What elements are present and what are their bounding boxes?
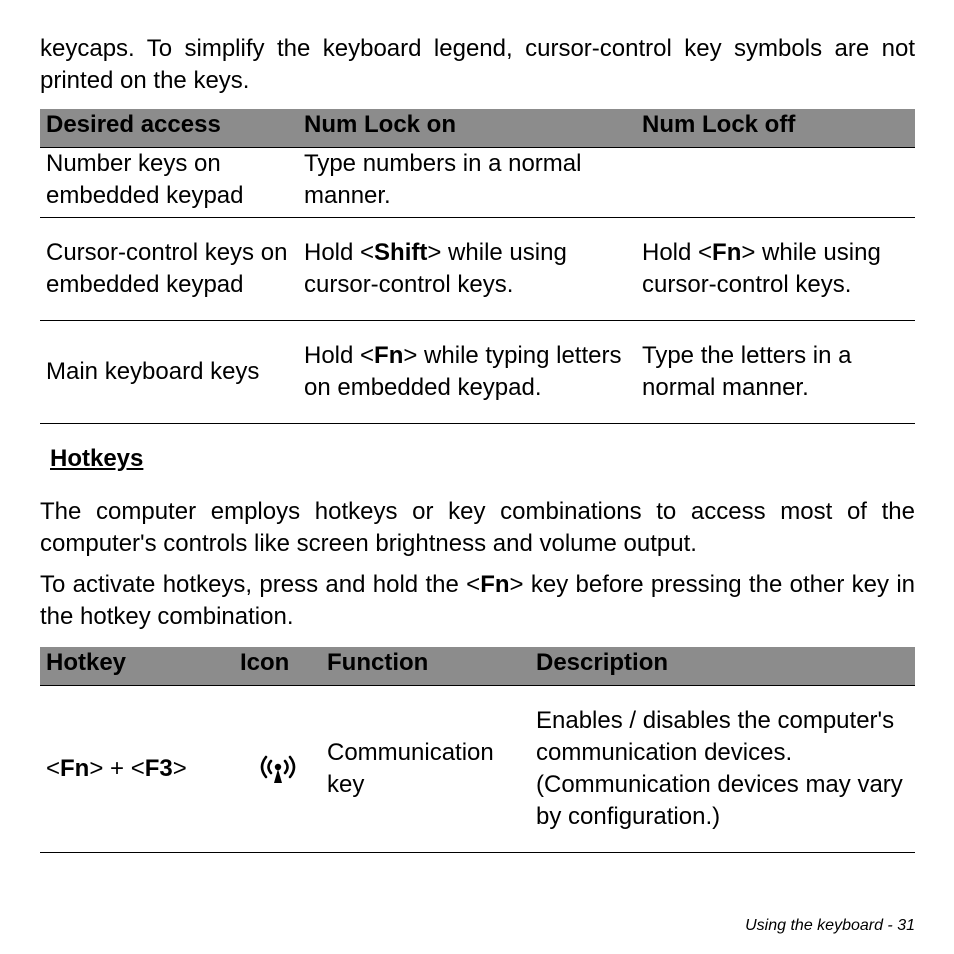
section-heading-hotkeys: Hotkeys <box>50 445 144 472</box>
cell-num-lock-on: Hold <Shift> while using cursor-control keys. <box>298 217 636 320</box>
table-header-row <box>40 109 915 147</box>
hotkeys-paragraph-1: The computer employs hotkeys or key combinations to access most of the computer's controls like screen brightness and volume output. <box>40 498 915 557</box>
cell-num-lock-on: Hold <Fn> while typing letters on embedded keypad. <box>298 320 636 423</box>
col-header-icon: Icon <box>234 647 321 685</box>
col-header-hotkey: Hotkey <box>40 647 234 685</box>
key-shift: Shift <box>374 238 428 266</box>
table-row <box>40 217 915 320</box>
cell-hotkey: <Fn> + <F3> <box>40 685 234 852</box>
hotkeys-paragraph-2: To activate hotkeys, press and hold the <Fn> key before pressing the other key in the hotkey combination. <box>40 571 915 630</box>
hotkey-table <box>40 647 915 853</box>
cell-function: Communication key <box>321 685 530 852</box>
cell-description: Enables / disables the computer's communication devices. (Communication devices may vary by configuration.) <box>530 685 915 852</box>
col-header-description: Description <box>530 647 915 685</box>
cell-icon <box>234 685 321 852</box>
col-header-function: Function <box>321 647 530 685</box>
key-f3: F3 <box>144 754 173 782</box>
cell-access: Number keys on embedded keypad <box>40 147 298 217</box>
key-fn: Fn <box>480 571 510 598</box>
page-footer: Using the keyboard - 31 <box>745 917 915 934</box>
intro-paragraph: keycaps. To simplify the keyboard legend, cursor-control key symbols are not printed on the keys. <box>40 35 915 94</box>
cell-num-lock-off: Type the letters in a normal manner. <box>636 320 915 423</box>
numlock-table <box>40 109 915 424</box>
cell-access: Main keyboard keys <box>40 320 298 423</box>
table-row <box>40 685 915 852</box>
key-fn: Fn <box>712 238 742 266</box>
key-fn: Fn <box>60 754 90 782</box>
key-fn: Fn <box>374 341 404 369</box>
table-row <box>40 320 915 423</box>
cell-num-lock-off <box>636 147 915 217</box>
table-row <box>40 147 915 217</box>
wireless-communication-icon <box>256 753 300 785</box>
col-header-num-lock-off: Num Lock off <box>636 109 915 147</box>
cell-num-lock-off: Hold <Fn> while using cursor-control keys. <box>636 217 915 320</box>
col-header-num-lock-on: Num Lock on <box>298 109 636 147</box>
table-header-row <box>40 647 915 685</box>
cell-num-lock-on: Type numbers in a normal manner. <box>298 147 636 217</box>
cell-access: Cursor-control keys on embedded keypad <box>40 217 298 320</box>
col-header-desired-access: Desired access <box>40 109 298 147</box>
